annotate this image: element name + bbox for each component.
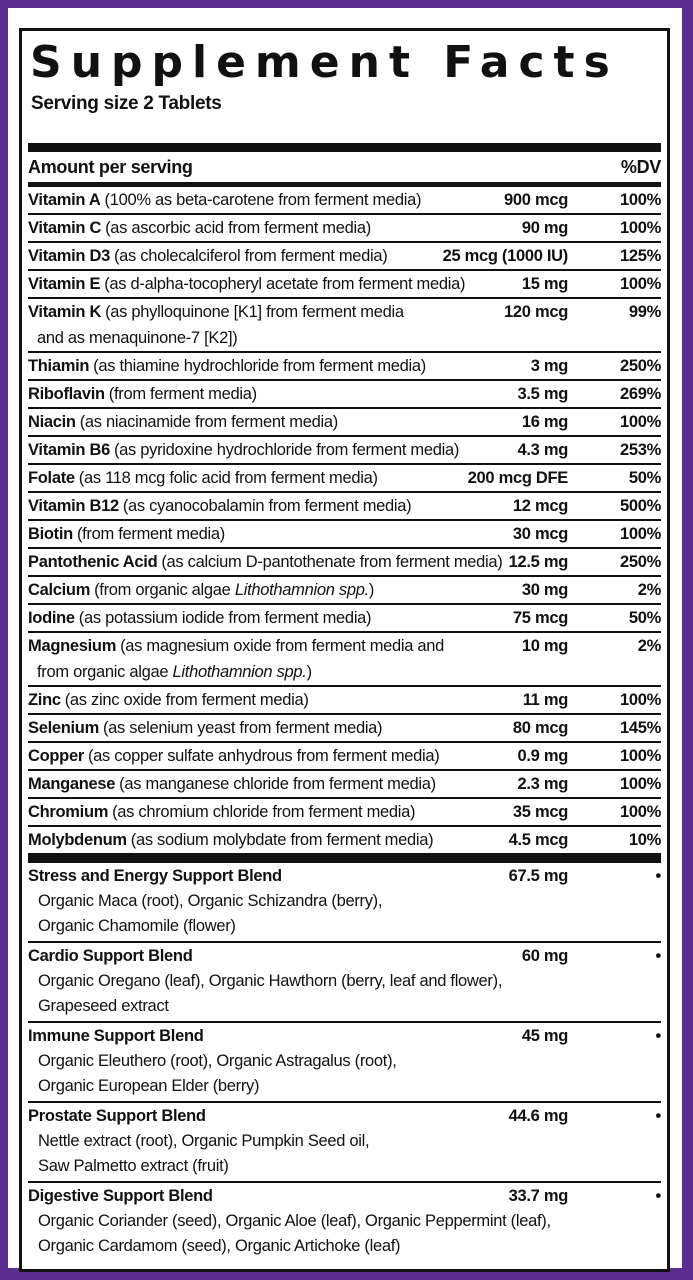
nutrient-text (28, 215, 371, 241)
nutrient-desc: (as pyridoxine hydrochloride from ferment media) (113, 441, 460, 460)
nutrient-name: Vitamin B6 (28, 441, 110, 460)
nutrient-name: Vitamin E (28, 275, 101, 294)
nutrient-dv: 269% (619, 385, 661, 404)
nutrient-row (28, 713, 661, 741)
nutrient-text (28, 605, 371, 631)
nutrient-amount: 4.3 mg (517, 441, 568, 460)
nutrient-text (28, 187, 421, 213)
nutrient-desc: (as sodium molybdate from ferment media) (130, 831, 434, 850)
nutrient-text (28, 827, 433, 853)
nutrient-desc: (as magnesium oxide from ferment media and (120, 637, 445, 656)
blend-name: Stress and Energy Support Blend (28, 867, 282, 886)
nutrient-dv: 500% (619, 497, 661, 516)
nutrient-text (28, 465, 378, 491)
nutrient-desc: (as calcium D-pantothenate from ferment media) (161, 553, 503, 572)
nutrient-text (28, 549, 502, 575)
nutrient-amount: 10 mg (521, 637, 568, 656)
nutrient-amount: 11 mg (522, 691, 568, 710)
nutrient-desc-line2 (28, 325, 661, 351)
blend-name: Immune Support Blend (28, 1027, 204, 1046)
blend-ingredients-line2: Organic European Elder (berry) (38, 1077, 260, 1096)
amount-column-header: Amount per serving (28, 157, 193, 178)
nutrient-desc: (as cyanocobalamin from ferment media) (122, 497, 412, 516)
nutrient-name: Vitamin K (28, 303, 102, 322)
nutrient-name: Pantothenic Acid (28, 553, 158, 572)
nutrient-rows (28, 187, 661, 853)
nutrient-dv: 100% (619, 775, 661, 794)
nutrient-text (28, 381, 257, 407)
nutrient-desc: (as potassium iodide from ferment media) (78, 609, 372, 628)
nutrient-dv: 100% (619, 191, 661, 210)
nutrient-amount: 12.5 mg (508, 553, 568, 572)
blend-row (28, 1181, 661, 1261)
nutrient-line2-text: from organic algae (37, 663, 173, 682)
nutrient-amount: 3 mg (530, 357, 568, 376)
nutrient-desc: (as copper sulfate anhydrous from ferment media) (87, 747, 440, 766)
nutrient-desc: (from organic algae (94, 581, 235, 600)
nutrient-row (28, 825, 661, 853)
nutrient-name: Chromium (28, 803, 109, 822)
nutrient-text (28, 521, 225, 547)
supplement-facts-panel (19, 28, 670, 1272)
nutrient-dv: 100% (619, 413, 661, 432)
nutrient-dv: 250% (619, 553, 661, 572)
nutrient-row (28, 547, 661, 575)
nutrient-amount: 80 mcg (512, 719, 568, 738)
column-headers (28, 152, 661, 182)
nutrient-text (28, 353, 426, 379)
blend-row (28, 1021, 661, 1101)
nutrient-row (28, 297, 661, 351)
nutrient-amount: 30 mg (521, 581, 568, 600)
nutrient-desc: (as cholecalciferol from ferment media) (113, 247, 388, 266)
blend-name: Cardio Support Blend (28, 947, 193, 966)
nutrient-amount: 900 mcg (504, 191, 568, 210)
nutrient-row (28, 269, 661, 297)
nutrient-text (28, 409, 338, 435)
nutrient-row (28, 379, 661, 407)
nutrient-row (28, 519, 661, 547)
nutrient-dv: 100% (619, 691, 661, 710)
blend-ingredients-line2: Grapeseed extract (38, 997, 169, 1016)
nutrient-row (28, 797, 661, 825)
nutrient-name: Zinc (28, 691, 61, 710)
nutrient-text (28, 687, 309, 713)
nutrient-dv: 100% (619, 803, 661, 822)
blend-ingredients-line1: Nettle extract (root), Organic Pumpkin Seed oil, (38, 1132, 370, 1151)
nutrient-amount: 30 mcg (512, 525, 568, 544)
nutrient-dv: 145% (619, 719, 661, 738)
nutrient-row (28, 741, 661, 769)
nutrient-row (28, 213, 661, 241)
nutrient-name: Molybdenum (28, 831, 127, 850)
nutrient-text (28, 633, 444, 659)
nutrient-desc: (from ferment media) (76, 525, 225, 544)
nutrient-amount: 35 mcg (512, 803, 568, 822)
nutrient-name: Riboflavin (28, 385, 105, 404)
nutrient-desc: (as manganese chloride from ferment media) (119, 775, 436, 794)
blend-ingredients-line2: Organic Cardamom (seed), Organic Artichoke (leaf) (38, 1237, 401, 1256)
nutrient-text (28, 799, 415, 825)
nutrient-amount: 15 mg (521, 275, 568, 294)
nutrient-text (28, 577, 374, 603)
nutrient-text (28, 437, 459, 463)
nutrient-name: Niacin (28, 413, 76, 432)
blend-row (28, 1101, 661, 1181)
nutrient-name: Selenium (28, 719, 99, 738)
nutrient-line2-text: and as menaquinone-7 [K2]) (37, 329, 238, 348)
divider-thick-top (28, 143, 661, 152)
nutrient-text (28, 243, 387, 269)
blend-ingredients-line2: Organic Chamomile (flower) (38, 917, 236, 936)
blend-amount: 60 mg (521, 947, 568, 966)
nutrient-name: Copper (28, 747, 84, 766)
nutrient-dv: 125% (619, 247, 661, 266)
nutrient-name: Biotin (28, 525, 73, 544)
nutrient-name: Manganese (28, 775, 116, 794)
nutrient-dv: 50% (628, 609, 661, 628)
dv-bullet: • (655, 1107, 661, 1126)
nutrient-desc: (as selenium yeast from ferment media) (102, 719, 383, 738)
nutrient-name: Vitamin A (28, 191, 101, 210)
dv-bullet: • (655, 867, 661, 886)
blend-amount: 45 mg (521, 1027, 568, 1046)
nutrient-dv: 2% (637, 637, 661, 656)
blend-name: Digestive Support Blend (28, 1187, 213, 1206)
nutrient-amount: 2.3 mg (517, 775, 568, 794)
nutrient-dv: 250% (619, 357, 661, 376)
nutrient-desc-italic: Lithothamnion spp. (234, 581, 369, 600)
nutrient-row (28, 463, 661, 491)
blend-amount: 67.5 mg (508, 867, 568, 886)
nutrient-row (28, 631, 661, 685)
nutrient-line2-italic: Lithothamnion spp. (172, 663, 307, 682)
blend-ingredients-line1: Organic Eleuthero (root), Organic Astragalus (root), (38, 1052, 397, 1071)
nutrient-desc: (100% as beta-carotene from ferment media) (104, 191, 422, 210)
nutrient-row (28, 241, 661, 269)
nutrient-amount: 200 mcg DFE (467, 469, 568, 488)
blend-ingredients-line1: Organic Oregano (leaf), Organic Hawthorn (berry, leaf and flower), (38, 972, 503, 991)
nutrient-desc: (from ferment media) (108, 385, 257, 404)
nutrient-row (28, 351, 661, 379)
nutrient-line2-end: ) (306, 663, 312, 682)
nutrient-amount: 90 mg (521, 219, 568, 238)
blend-row (28, 863, 661, 941)
nutrient-dv: 99% (628, 303, 661, 322)
nutrient-desc: (as zinc oxide from ferment media) (64, 691, 309, 710)
nutrient-row (28, 575, 661, 603)
nutrient-desc: (as ascorbic acid from ferment media) (105, 219, 371, 238)
nutrient-row (28, 407, 661, 435)
nutrient-name: Calcium (28, 581, 91, 600)
dv-column-header: %DV (620, 157, 661, 178)
nutrient-text (28, 771, 436, 797)
nutrient-amount: 3.5 mg (517, 385, 568, 404)
nutrient-amount: 0.9 mg (517, 747, 568, 766)
nutrient-row (28, 491, 661, 519)
nutrient-desc: (as phylloquinone [K1] from ferment media (105, 303, 404, 322)
nutrient-name: Vitamin C (28, 219, 102, 238)
nutrient-text (28, 271, 465, 297)
nutrient-desc-end: ) (368, 581, 375, 600)
nutrient-desc: (as chromium chloride from ferment media) (112, 803, 416, 822)
nutrient-desc: (as niacinamide from ferment media) (79, 413, 338, 432)
nutrient-dv: 2% (637, 581, 661, 600)
nutrient-desc: (as d-alpha-tocopheryl acetate from ferment media) (104, 275, 466, 294)
nutrient-row (28, 187, 661, 213)
blend-amount: 44.6 mg (508, 1107, 568, 1126)
nutrient-row (28, 603, 661, 631)
blend-name: Prostate Support Blend (28, 1107, 206, 1126)
nutrient-dv: 253% (619, 441, 661, 460)
nutrient-name: Vitamin D3 (28, 247, 110, 266)
nutrient-row (28, 769, 661, 797)
nutrient-name: Magnesium (28, 637, 117, 656)
nutrient-text (28, 743, 439, 769)
nutrient-dv: 10% (628, 831, 661, 850)
blend-ingredients-line1: Organic Coriander (seed), Organic Aloe (leaf), Organic Peppermint (leaf), (38, 1212, 551, 1231)
nutrient-amount: 75 mcg (512, 609, 568, 628)
nutrient-text (28, 715, 382, 741)
nutrient-row (28, 685, 661, 713)
blend-row (28, 941, 661, 1021)
nutrient-dv: 100% (619, 525, 661, 544)
nutrient-amount: 120 mcg (504, 303, 568, 322)
nutrient-amount: 12 mcg (512, 497, 568, 516)
nutrient-name: Iodine (28, 609, 75, 628)
nutrient-name: Vitamin B12 (28, 497, 119, 516)
nutrient-desc-line2 (28, 659, 661, 685)
nutrient-dv: 100% (619, 747, 661, 766)
blend-ingredients-line2: Saw Palmetto extract (fruit) (38, 1157, 229, 1176)
nutrient-dv: 50% (628, 469, 661, 488)
nutrient-dv: 100% (619, 275, 661, 294)
nutrient-amount: 25 mcg (1000 IU) (442, 247, 568, 266)
nutrient-dv: 100% (619, 219, 661, 238)
dv-bullet: • (655, 947, 661, 966)
blend-ingredients-line1: Organic Maca (root), Organic Schizandra (berry), (38, 892, 383, 911)
nutrient-amount: 16 mg (521, 413, 568, 432)
divider-thick-blends (28, 853, 661, 863)
panel-title: Supplement Facts (30, 37, 619, 88)
nutrient-desc: (as 118 mcg folic acid from ferment media) (78, 469, 378, 488)
blend-amount: 33.7 mg (508, 1187, 568, 1206)
dv-bullet: • (655, 1027, 661, 1046)
dv-bullet: • (655, 1187, 661, 1206)
label-paper (8, 8, 682, 1268)
serving-size: Serving size 2 Tablets (31, 93, 222, 115)
nutrient-row (28, 435, 661, 463)
nutrient-text (28, 299, 404, 325)
nutrient-name: Thiamin (28, 357, 90, 376)
nutrient-text (28, 493, 411, 519)
nutrient-desc: (as thiamine hydrochloride from ferment media) (93, 357, 426, 376)
nutrient-name: Folate (28, 469, 75, 488)
blend-rows (28, 863, 661, 1261)
nutrient-amount: 4.5 mcg (508, 831, 568, 850)
